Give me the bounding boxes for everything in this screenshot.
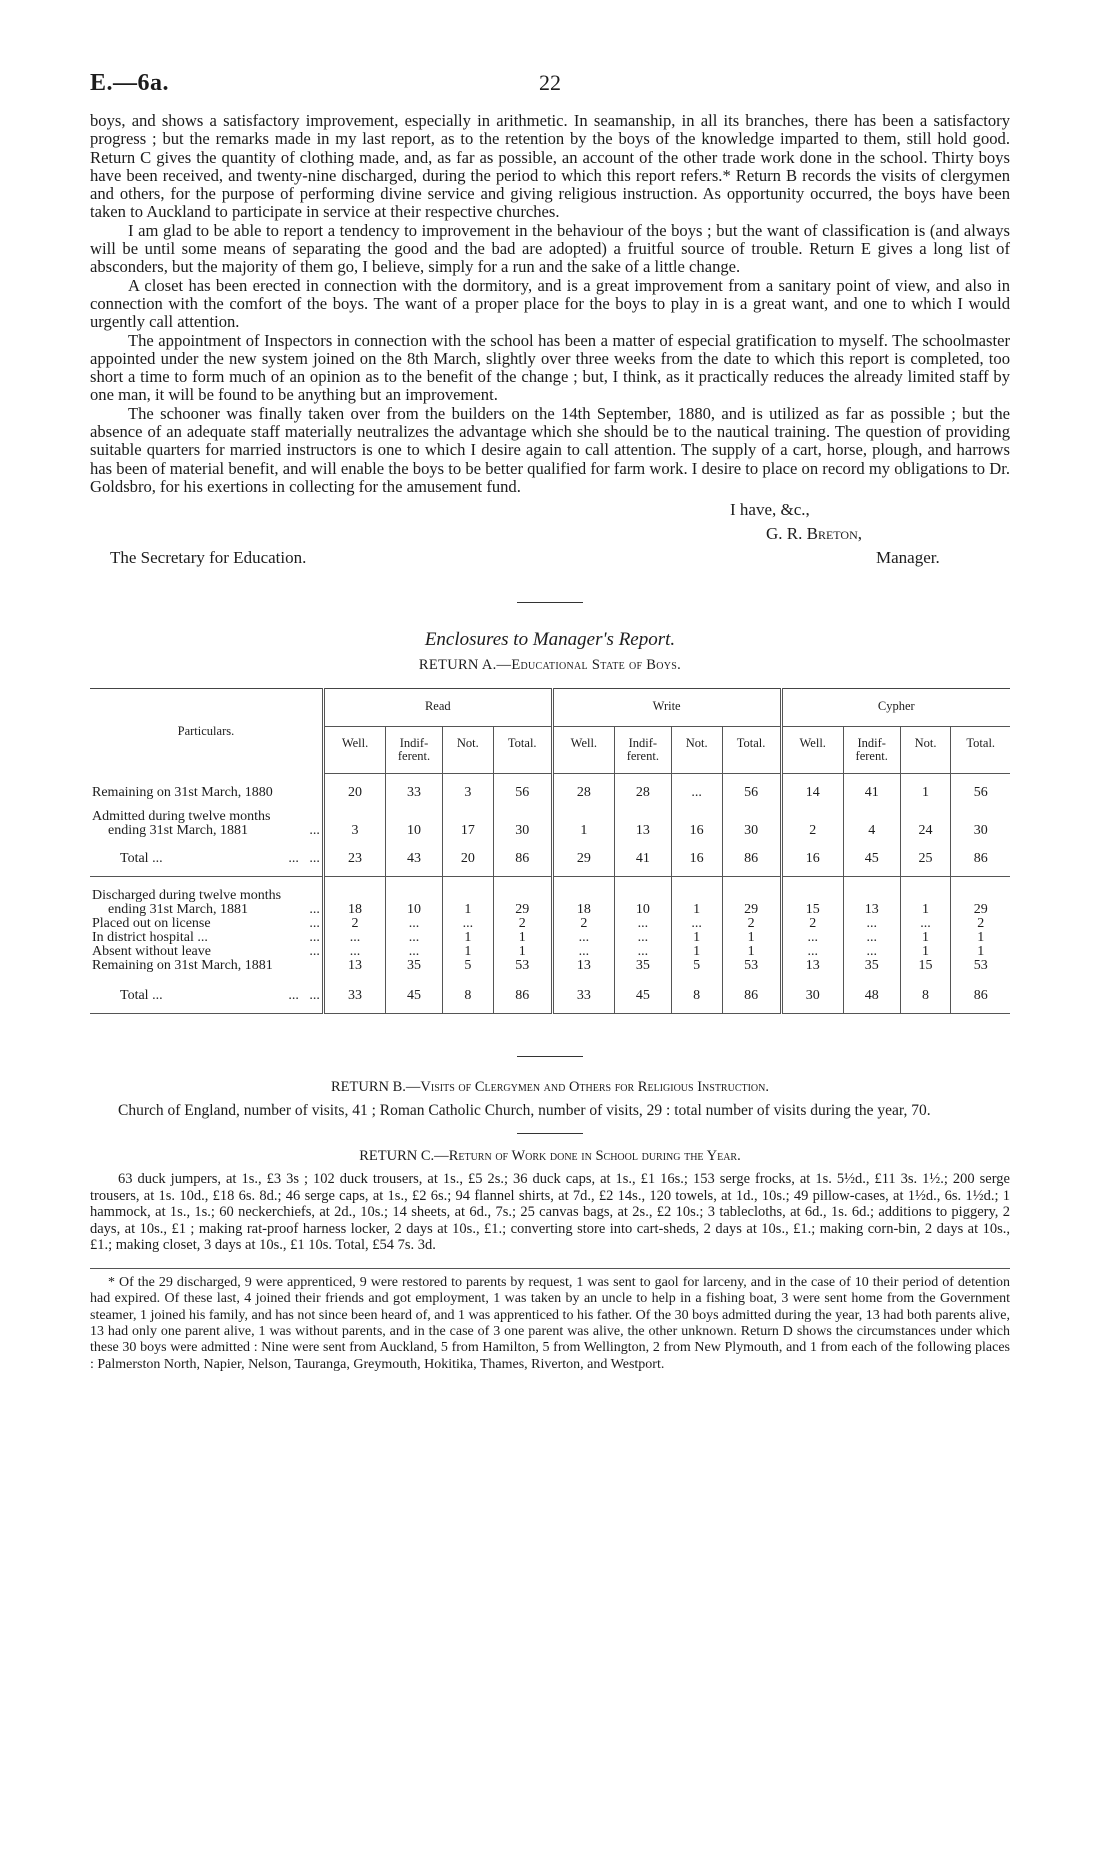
table-cell: 25	[900, 844, 951, 877]
total-row	[90, 844, 1010, 877]
table-cell: 13	[781, 959, 843, 981]
write-header: Write	[552, 689, 781, 727]
subcol-header: Not.	[442, 727, 493, 774]
addressee: The Secretary for Education.	[110, 548, 307, 568]
table-row	[90, 945, 1010, 959]
subcol-header: Indif- ferent.	[615, 727, 672, 774]
return-a-label: RETURN A.—	[418, 657, 512, 674]
row-label-text: Discharged during twelve months	[92, 888, 282, 904]
table-cell	[552, 877, 614, 904]
subcol-header: Total.	[722, 727, 781, 774]
report-body	[90, 112, 1010, 496]
table-cell: 29	[493, 903, 552, 917]
row-label	[90, 903, 323, 917]
table-cell	[552, 810, 614, 824]
table-cell: 56	[951, 774, 1010, 811]
table-cell: 1	[442, 903, 493, 917]
table-cell: 56	[493, 774, 552, 811]
table-cell: 2	[722, 917, 781, 931]
table-cell	[323, 877, 385, 904]
table-cell: 1	[722, 931, 781, 945]
table-row	[90, 824, 1010, 844]
subcol-header: Not.	[900, 727, 951, 774]
row-label	[90, 877, 323, 904]
return-c-title	[90, 1148, 1010, 1165]
table-row	[90, 903, 1010, 917]
body-paragraph: boys, and shows a satisfactory improvement, especially in arithmetic. In seamanship, in all its branches, there has been a satisfactory progress ; but the remarks made in my last report, as to the retention by the boys of the knowledge imparted to them, still hold good. Return C gives the quantity of clothing made, and, as far as possible, an account of the other trade work done in the school. Thirty boys have been received, and twenty-nine discharged, during the period to which this report refers.* Return B records the visits of clergymen and others, for the purpose of performing divine service and giving religious instruction. As opportunity occurred, the boys have been taken to Auckland to participate in service at their respective churches.	[90, 111, 1010, 222]
return-a-subtitle: Educational State of Boys.	[511, 657, 682, 674]
footnote-rule	[90, 1268, 1010, 1269]
table-cell: 1	[671, 903, 722, 917]
table-cell: 45	[386, 981, 443, 1014]
row-label	[90, 945, 323, 959]
table-cell: 53	[722, 959, 781, 981]
table-cell: 1	[442, 931, 493, 945]
table-cell	[843, 810, 900, 824]
subcol-header: Indif- ferent.	[386, 727, 443, 774]
return-b-label: RETURN B.—	[331, 1079, 421, 1096]
table-cell: 10	[386, 903, 443, 917]
leader-dots: ...	[309, 916, 320, 932]
row-label-text: Remaining on 31st March, 1880	[92, 784, 273, 800]
table-cell: 1	[671, 945, 722, 959]
table-cell: 10	[386, 824, 443, 844]
table-cell	[442, 810, 493, 824]
leader-dots: ...	[309, 823, 320, 839]
table-cell: 13	[323, 959, 385, 981]
table-cell: 17	[442, 824, 493, 844]
table-cell	[781, 810, 843, 824]
leader-dots: ...	[309, 944, 320, 960]
return-b-title	[90, 1079, 1010, 1096]
table-cell: 23	[323, 844, 385, 877]
table-cell: ...	[843, 917, 900, 931]
signatory-title: Manager.	[876, 548, 940, 568]
signatory-name: G. R. Breton,	[766, 524, 862, 544]
table-cell: ...	[781, 945, 843, 959]
table-cell: 30	[722, 824, 781, 844]
total-row	[90, 981, 1010, 1014]
row-label-text: ending 31st March, 1881	[108, 823, 248, 839]
table-cell: 14	[781, 774, 843, 811]
return-c-subtitle: Return of Work done in School during the Year.	[448, 1148, 741, 1165]
table-cell: 3	[442, 774, 493, 811]
leader-dots: ...	[309, 902, 320, 918]
section-divider	[517, 1133, 583, 1134]
table-cell: 4	[843, 824, 900, 844]
table-cell: ...	[671, 774, 722, 811]
cypher-header: Cypher	[781, 689, 1010, 727]
table-cell	[900, 810, 951, 824]
table-cell	[323, 810, 385, 824]
row-label	[90, 959, 323, 981]
leader-dots: ... ...	[288, 988, 320, 1004]
table-cell	[615, 810, 672, 824]
subcol-header: Well.	[552, 727, 614, 774]
return-c-label: RETURN C.—	[359, 1148, 449, 1165]
table-cell: 1	[442, 945, 493, 959]
table-cell	[671, 810, 722, 824]
closing-line: I have, &c.,	[730, 500, 810, 520]
table-cell: 18	[552, 903, 614, 917]
table-cell: ...	[323, 931, 385, 945]
table-cell	[900, 877, 951, 904]
table-cell: 86	[493, 844, 552, 877]
table-cell: 43	[386, 844, 443, 877]
table-cell: ...	[900, 917, 951, 931]
return-b-text: Church of England, number of visits, 41 ; Roman Catholic Church, number of visits, 29 : total number of visits during the year, 70.	[118, 1102, 931, 1120]
document-reference: E.—6a.	[90, 70, 170, 96]
table-cell: 10	[615, 903, 672, 917]
table-cell: 53	[951, 959, 1010, 981]
table-cell	[722, 877, 781, 904]
table-row	[90, 959, 1010, 981]
return-a-body	[90, 774, 1010, 1014]
row-label-text: Remaining on 31st March, 1881	[92, 958, 273, 974]
table-cell: 33	[552, 981, 614, 1014]
table-cell: 24	[900, 824, 951, 844]
table-cell: 20	[442, 844, 493, 877]
row-label-text: ending 31st March, 1881	[108, 902, 248, 918]
row-label	[90, 824, 323, 844]
return-a-table	[90, 688, 1010, 1014]
table-cell: ...	[843, 945, 900, 959]
table-cell: 1	[671, 931, 722, 945]
table-cell: ...	[552, 945, 614, 959]
read-header: Read	[323, 689, 552, 727]
table-row	[90, 917, 1010, 931]
table-cell: 16	[671, 844, 722, 877]
section-divider	[517, 602, 583, 603]
subcol-header: Not.	[671, 727, 722, 774]
table-cell	[843, 877, 900, 904]
row-label	[90, 810, 323, 824]
table-cell: 8	[671, 981, 722, 1014]
table-cell: 13	[615, 824, 672, 844]
table-cell: 16	[671, 824, 722, 844]
body-paragraph: A closet has been erected in connection with the dormitory, and is a great improvement from a sanitary point of view, and also in connection with the comfort of the boys. The want of a proper place for the boys to play in is a great want, and one to which I would urgently call attention.	[90, 275, 1010, 332]
table-cell	[951, 810, 1010, 824]
table-cell	[781, 877, 843, 904]
subcol-header: Indif- ferent.	[843, 727, 900, 774]
footnote: * Of the 29 discharged, 9 were apprenticed, 9 were restored to parents by request, 1 was sent to gaol for larceny, and in the case of 10 their period of detention had expired. Of these last, 4 joined their friends and got employment, 1 was taken by an uncle to help in a fishing boat, 3 were sent home from the Government steamer, 1 joined his family, and has not since been heard of, and 1 was apprenticed to his father. Of the 30 boys admitted during the year, 13 had both parents alive, 13 had only one parent alive, 1 was without parents, and in the case of 3 one parent was alive, the other unknown. Return D shows the circumstances under which these 30 boys were admitted : Nine were sent from Auckland, 5 from Hamilton, 5 from Wellington, 2 from New Plymouth, and 1 from each of the following places : Palmerston North, Napier, Nelson, Tauranga, Greymouth, Hokitika, Thames, Riverton, and Westport.	[90, 1274, 1010, 1372]
table-cell	[722, 810, 781, 824]
table-cell: 28	[552, 774, 614, 811]
table-cell: ...	[843, 931, 900, 945]
section-divider	[517, 1056, 583, 1057]
leader-dots: ... ...	[288, 851, 320, 867]
return-a-title	[90, 657, 1010, 674]
table-cell: 1	[552, 824, 614, 844]
table-cell: 48	[843, 981, 900, 1014]
row-label-text: In district hospital ...	[92, 930, 208, 946]
table-cell: 1	[900, 945, 951, 959]
table-cell: 18	[323, 903, 385, 917]
table-cell: 8	[442, 981, 493, 1014]
table-cell: ...	[386, 931, 443, 945]
table-cell	[671, 877, 722, 904]
row-label-text: Total ...	[120, 851, 163, 867]
table-cell: ...	[781, 931, 843, 945]
table-cell: 86	[493, 981, 552, 1014]
table-cell: 53	[493, 959, 552, 981]
subcol-header: Well.	[323, 727, 385, 774]
table-cell: ...	[615, 945, 672, 959]
table-cell: 45	[843, 844, 900, 877]
table-cell: 13	[552, 959, 614, 981]
leader-dots: ...	[309, 930, 320, 946]
table-cell: 16	[781, 844, 843, 877]
table-cell: 1	[900, 903, 951, 917]
page-header	[90, 62, 1010, 112]
row-label	[90, 917, 323, 931]
body-paragraph: The appointment of Inspectors in connection with the school has been a matter of especial gratification to myself. The schoolmaster appointed under the new system joined on the 8th March, slightly over three weeks from the date to which this report is completed, too short a time to form much of an opinion as to the benefit of the change ; but, I think, as it practically reduces the already limited staff by one man, it will be found to be anything but an improvement.	[90, 330, 1010, 405]
subcol-header: Total.	[493, 727, 552, 774]
table-cell: 30	[781, 981, 843, 1014]
particulars-header: Particulars.	[90, 689, 323, 774]
table-cell: 28	[615, 774, 672, 811]
table-cell: 1	[951, 931, 1010, 945]
table-cell: 3	[323, 824, 385, 844]
table-cell: 1	[900, 774, 951, 811]
table-cell	[493, 810, 552, 824]
table-cell: 45	[615, 981, 672, 1014]
body-paragraph: I am glad to be able to report a tendency to improvement in the behaviour of the boys ; but the want of classification is (and always will be until some means of separating the good and the bad are adopted) a fruitful source of trouble. Return E gives a long list of absconders, but the majority of them go, I believe, simply for a run and the sake of a little change.	[90, 220, 1010, 277]
table-cell: 86	[951, 844, 1010, 877]
body-paragraph: The schooner was finally taken over from the builders on the 14th September, 1880, and is utilized as far as possible ; but the absence of an adequate staff materially neutralizes the advantage which she should be to the nautical training. The question of providing suitable quarters for married instructors is one to which I desire again to call attention. The supply of a cart, horse, plough, and harrows has been of material benefit, and will enable the boys to be better qualified for farm work. I desire to place on record my obligations to Dr. Goldsbro, for his exertions in collecting for the amusement fund.	[90, 403, 1010, 496]
table-cell: 29	[951, 903, 1010, 917]
row-label	[90, 844, 323, 877]
table-row	[90, 810, 1010, 824]
return-b-subtitle: Visits of Clergymen and Others for Religious Instruction.	[420, 1079, 769, 1096]
table-cell: 86	[722, 981, 781, 1014]
signature-block	[90, 496, 1010, 584]
row-label	[90, 774, 323, 811]
row-label	[90, 981, 323, 1014]
page-number: 22	[539, 70, 561, 95]
table-cell: 1	[722, 945, 781, 959]
table-row	[90, 931, 1010, 945]
table-cell: 20	[323, 774, 385, 811]
table-cell: 1	[493, 931, 552, 945]
table-cell: ...	[442, 917, 493, 931]
table-cell	[493, 877, 552, 904]
table-cell: 29	[552, 844, 614, 877]
table-cell: 2	[323, 917, 385, 931]
table-cell: 30	[493, 824, 552, 844]
table-cell: 15	[781, 903, 843, 917]
table-cell: 5	[671, 959, 722, 981]
table-cell: 56	[722, 774, 781, 811]
table-cell: 29	[722, 903, 781, 917]
table-cell: 35	[386, 959, 443, 981]
table-cell: ...	[552, 931, 614, 945]
table-cell: ...	[671, 917, 722, 931]
row-label-text: Admitted during twelve months	[92, 809, 271, 825]
table-cell: 1	[951, 945, 1010, 959]
row-label-text: Placed out on license	[92, 916, 211, 932]
table-cell: ...	[615, 917, 672, 931]
table-cell: 86	[722, 844, 781, 877]
table-row	[90, 774, 1010, 811]
table-cell: 2	[951, 917, 1010, 931]
table-cell: 33	[386, 774, 443, 811]
table-cell: 1	[493, 945, 552, 959]
table-cell	[615, 877, 672, 904]
document-page	[90, 62, 1010, 1373]
table-cell: 2	[781, 917, 843, 931]
table-cell: ...	[323, 945, 385, 959]
table-cell: 41	[843, 774, 900, 811]
table-cell: ...	[615, 931, 672, 945]
enclosures-heading: Enclosures to Manager's Report.	[424, 629, 676, 651]
table-cell: 2	[552, 917, 614, 931]
row-label-text: Absent without leave	[92, 944, 211, 960]
table-cell: 13	[843, 903, 900, 917]
subcol-header: Total.	[951, 727, 1010, 774]
table-cell: 1	[900, 931, 951, 945]
row-label	[90, 931, 323, 945]
table-cell: 86	[951, 981, 1010, 1014]
table-cell: 35	[615, 959, 672, 981]
row-label-text: Total ...	[120, 988, 163, 1004]
subcol-header: Well.	[781, 727, 843, 774]
table-cell	[951, 877, 1010, 904]
table-cell: 2	[493, 917, 552, 931]
table-cell: 41	[615, 844, 672, 877]
table-cell: 33	[323, 981, 385, 1014]
table-cell: 30	[951, 824, 1010, 844]
table-cell	[386, 877, 443, 904]
table-cell: 2	[781, 824, 843, 844]
table-cell: 8	[900, 981, 951, 1014]
table-cell: ...	[386, 945, 443, 959]
table-cell	[442, 877, 493, 904]
table-cell	[386, 810, 443, 824]
table-cell: 35	[843, 959, 900, 981]
return-c-text: 63 duck jumpers, at 1s., £3 3s ; 102 duck trousers, at 1s., £5 2s.; 36 duck caps, at 1s., £1 16s.; 153 serge frocks, at 1s. 5½d., £11 3s. 1½.; 200 serge trousers, at 1s. 10d., £18 6s. 8d.; 46 serge caps, at 1s., £2 6s.; 94 flannel shirts, at 7d., £2 14s., 120 towels, at 1d., 10s.; 49 pillow-cases, at 1½d., 6s. 1½d.; 1 hammock, at 1s., 1s.; 60 neckerchiefs, at 2d., 10s.; 14 sheets, at 6d., 7s.; 25 canvas bags, at 2s., £2 10s.; 3 tablecloths, at 6d., 1s. 6d.; additions to piggery, 2 days, at 10s., £1 ; making rat-proof harness locker, 2 days at 10s., £1.; converting store into cart-sheds, 2 days at 10s., £1.; making corn-bin, 2 days at 10s., £1.; making closet, 3 days at 10s., £1 10s. Total, £54 7s. 3d.	[90, 1171, 1010, 1254]
table-cell: 15	[900, 959, 951, 981]
table-cell: 5	[442, 959, 493, 981]
table-cell: ...	[386, 917, 443, 931]
table-row	[90, 877, 1010, 904]
